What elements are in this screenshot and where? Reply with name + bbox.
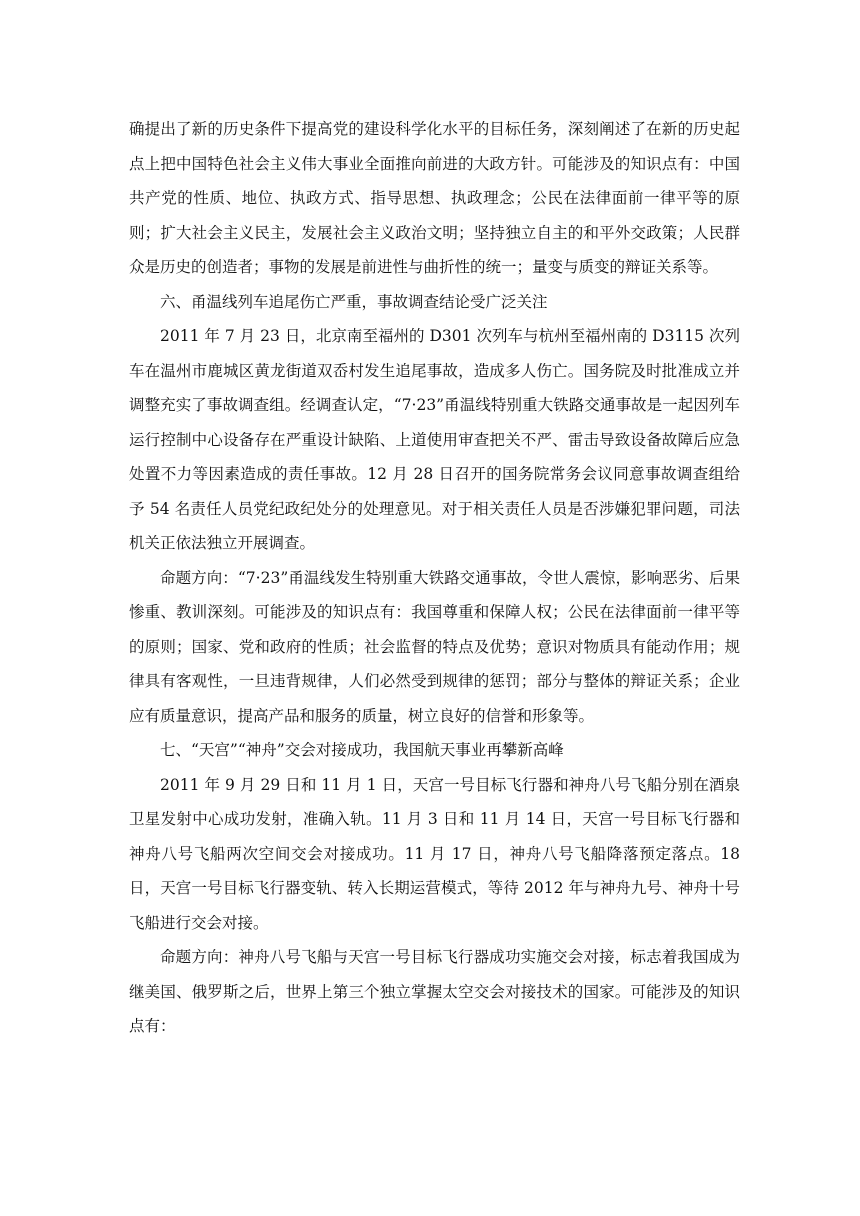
paragraph-train-accident: 2011 年 7 月 23 日，北京南至福州的 D301 次列车与杭州至福州南的 D3115 次列车在温州市鹿城区黄龙街道双岙村发生追尾事故，造成多人伤亡。国务院及时批准成立并调整充实了事故调查组。经调查认定，“7·23”甬温线特别重大铁路交通事故是一起因列车运行控制中心设备存在严重设计缺陷、上道使用审查把关不严、雷击导致设备故障后应急处置不力等因素造成的责任事故。12 月 28 日召开的国务院常务会议同意事故调查组给予 54 名责任人员党纪政纪处分的处理意见。对于相关责任人员是否涉嫌犯罪问题，司法机关正依法独立开展调查。	[129, 327, 740, 552]
paragraph-train-accident-direction: 命题方向：“7·23”甬温线发生特别重大铁路交通事故，令世人震惊，影响恶劣、后果惨重、教训深刻。可能涉及的知识点有：我国尊重和保障人权；公民在法律面前一律平等的原则；国家、党和政府的性质；社会监督的特点及优势；意识对物质具有能动作用；规律具有客观性，一旦违背规律，人们必然受到规律的惩罚；部分与整体的辩证关系；企业应有质量意识，提高产品和服务的质量，树立良好的信誉和形象等。	[129, 568, 740, 725]
section-heading-six: 六、甬温线列车追尾伤亡严重，事故调查结论受广泛关注	[160, 292, 548, 311]
paragraph-space-docking-direction: 命题方向：神舟八号飞船与天宫一号目标飞行器成功实施交会对接，标志着我国成为继美国、俄罗斯之后，世界上第三个独立掌握太空交会对接技术的国家。可能涉及的知识点有：	[129, 948, 740, 1035]
paragraph-knowledge-points-continued: 确提出了新的历史条件下提高党的建设科学化水平的目标任务，深刻阐述了在新的历史起点上把中国特色社会主义伟大事业全面推向前进的大政方针。可能涉及的知识点有：中国共产党的性质、地位、执政方式、指导思想、执政理念；公民在法律面前一律平等的原则；扩大社会主义民主，发展社会主义政治文明；坚持独立自主的和平外交政策；人民群众是历史的创造者；事物的发展是前进性与曲折性的统一；量变与质变的辩证关系等。	[129, 120, 740, 276]
paragraph-space-docking: 2011 年 9 月 29 日和 11 月 1 日，天宫一号目标飞行器和神舟八号飞船分别在酒泉卫星发射中心成功发射，准确入轨。11 月 3 日和 11 月 14 日，天宫一号目标飞行器和神舟八号飞船两次空间交会对接成功。11 月 17 日，神舟八号飞船降落预定落点。18 日，天宫一号目标飞行器变轨、转入长期运营模式，等待 2012 年与神舟九号、神舟十号飞船进行交会对接。	[129, 775, 740, 932]
section-heading-seven: 七、“天宫”“神舟”交会对接成功，我国航天事业再攀新高峰	[160, 741, 564, 759]
document-body	[129, 112, 740, 1044]
